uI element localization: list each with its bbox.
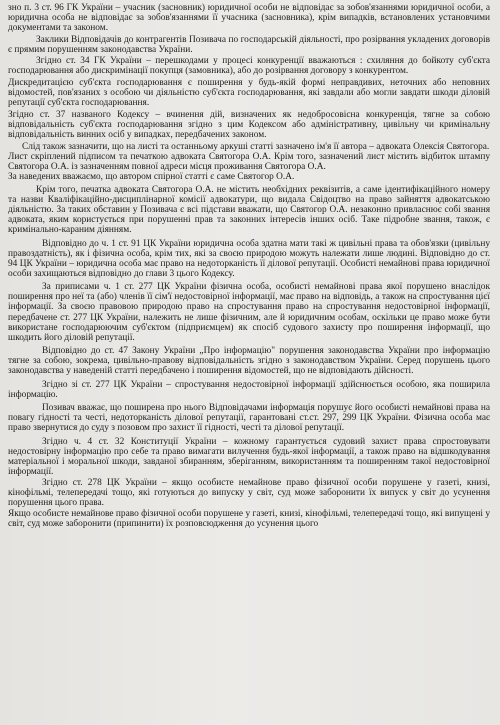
paragraph-2: Заклики Відповідачів до контрагентів Позивача по господарській діяльності, про розірвання укладених договорів є прямим порушенням законодавства України. <box>8 34 490 55</box>
paragraph-11: За приписами ч. 1 ст. 277 ЦК України фізична особа, особисті немайнові права якої порушено внаслідок поширення про неї та (або) членів її сім'ї недостовірної інформації, має право на відповідь, а також на спростування цієї інформації. За своєю правовою природою право на спростування право на спростування недостовірної інформації, передбачене ст. 277 ЦК України, належить не лише фізичним, але й юридичним особам, оскільки це право може бути використане господарюючим суб'єктом (підприємцем) як спосіб судового захисту про поширення інформації, що шкодить його діловій репутації. <box>8 282 490 343</box>
paragraph-9: Крім того, печатка адвоката Святогора О.А. не містить необхідних реквізитів, а саме ідентифікаційного номеру та назви Кваліфікаційно-дисциплінарної комісії адвокатури, що видала Свідоцтво на право зайняття адвокатською діяльністю. За таких обставин у Позивача є всі підстави вважати, що Святогор О.А. незаконно привласнює собі звання адвоката, яким користується при порушенні прав та законних інтересів інших осіб. Таке підробне звання, також, є кримінально-караним діянням. <box>8 185 490 236</box>
paragraph-13: Згідно зі ст. 277 ЦК України – спростування недостовірної інформації здійснюється особою, яка поширила інформацію. <box>8 379 490 400</box>
paragraph-3: Згідно ст. 34 ГК України – перешкодами у процесі конкуренції вважаються : схиляння до бойкоту суб'єкта господарювання або дискримінації покупця (замовника), або до розірвання договору з конкурентом. <box>8 56 490 77</box>
paragraph-17: Якщо особисте немайнове право фізичної особи порушене у газеті, книзі, кінофільмі, телепередачі тощо, які випущені у світ, суд може заборонити (припинити) їх розповсюдження до усунення цього <box>8 508 490 529</box>
paragraph-7: Лист скріплений підписом та печаткою адвоката Святогора О.А. Крім того, зазначений лист містить відбиток штампу Святогора О.А. із зазначенням повної адреси місця проживання Святогора О.А. <box>8 151 490 172</box>
paragraph-1: зно п. 3 ст. 96 ГК України – учасник (засновник) юридичної особи не відповідає за зобов'язаннями юридичної особи, а юридична особа не відповідає за зобов'язаннями її учасника (засновника), крім випадків, встановлених установчими документами та законом. <box>8 3 490 34</box>
paragraph-15: Згідно ч. 4 ст. 32 Конституції України – кожному гарантується судовий захист права спростовувати недостовірну інформацію про себе та право вимагати вилучення будь-якої інформації, а також право на відшкодування матеріальної і моральної шкоди, завданої збиранням, зберіганням, використанням та поширенням такої недостовірної інформації. <box>8 436 490 477</box>
paragraph-6: Слід також зазначити, що на листі та останньому аркуші статті зазначено ім'я її автора – адвоката Олексія Святогора. <box>22 141 490 152</box>
paragraph-12: Відповідно до ст. 47 Закону України „Про інформацію" порушення законодавства України про інформацію тягне за собою, зокрема, цивільно-правову відповідальність згідно з законодавством України. Серед порушень цього законодавства у наведеній статті передбачено і поширення відомостей, що не відповідають дійсності. <box>8 346 490 377</box>
paragraph-14: Позивач вважає, що поширена про нього Відповідачами інформація порушує його особисті немайнові права на повагу гідності та честі, недоторканість ділової репутації, гарантовані ст.ст. 297, 299 ЦК України. Фізична особа має право звернутися до суду з позовом про захист її гідності, честі та ділової репутації. <box>8 403 490 434</box>
paragraph-4: Дискредитацією суб'єкта господарювання є поширення у будь-якій формі неправдивих, неточних або неповних відомостей, пов'язаних з особою чи діяльністю суб'єкта господарювання, які завдали або могли завдати шкоди діловій репутації суб'єкта господарювання. <box>8 78 490 109</box>
paragraph-10: Відповідно до ч. 1 ст. 91 ЦК України юридична особа здатна мати такі ж цивільні права та обов'язки (цивільну правоздатність), як і фізична особа, крім тих, які за своєю природою можуть належати лише людині. Відповідно до ст. 94 ЦК України – юридична особа має право на недоторканість її ділової репутації. Особисті немайнові права юридичної особи захищаються відповідно до глави 3 цього Кодексу. <box>8 238 490 279</box>
paragraph-5: Згідно ст. 37 названого Кодексу – вчинення дій, визначених як недобросовісна конкуренція, тягне за собою відповідальність суб'єкта господарювання згідно з цим Кодексом або адміністративну, цивільну чи кримінальну відповідальність винних осіб у випадках, передбачених законом. <box>8 109 490 140</box>
paragraph-8: За наведених вважаємо, що автором спірної статті є саме Святогор О.А. <box>8 171 295 182</box>
paragraph-16: Згідно ст. 278 ЦК України – якщо особисте немайнове право фізичної особи порушене у газеті, книзі, кінофільмі, телепередачі тощо, які готуються до випуску у світ, суд може заборонити їх випуск у світ до усунення порушення цього права. <box>8 478 490 509</box>
